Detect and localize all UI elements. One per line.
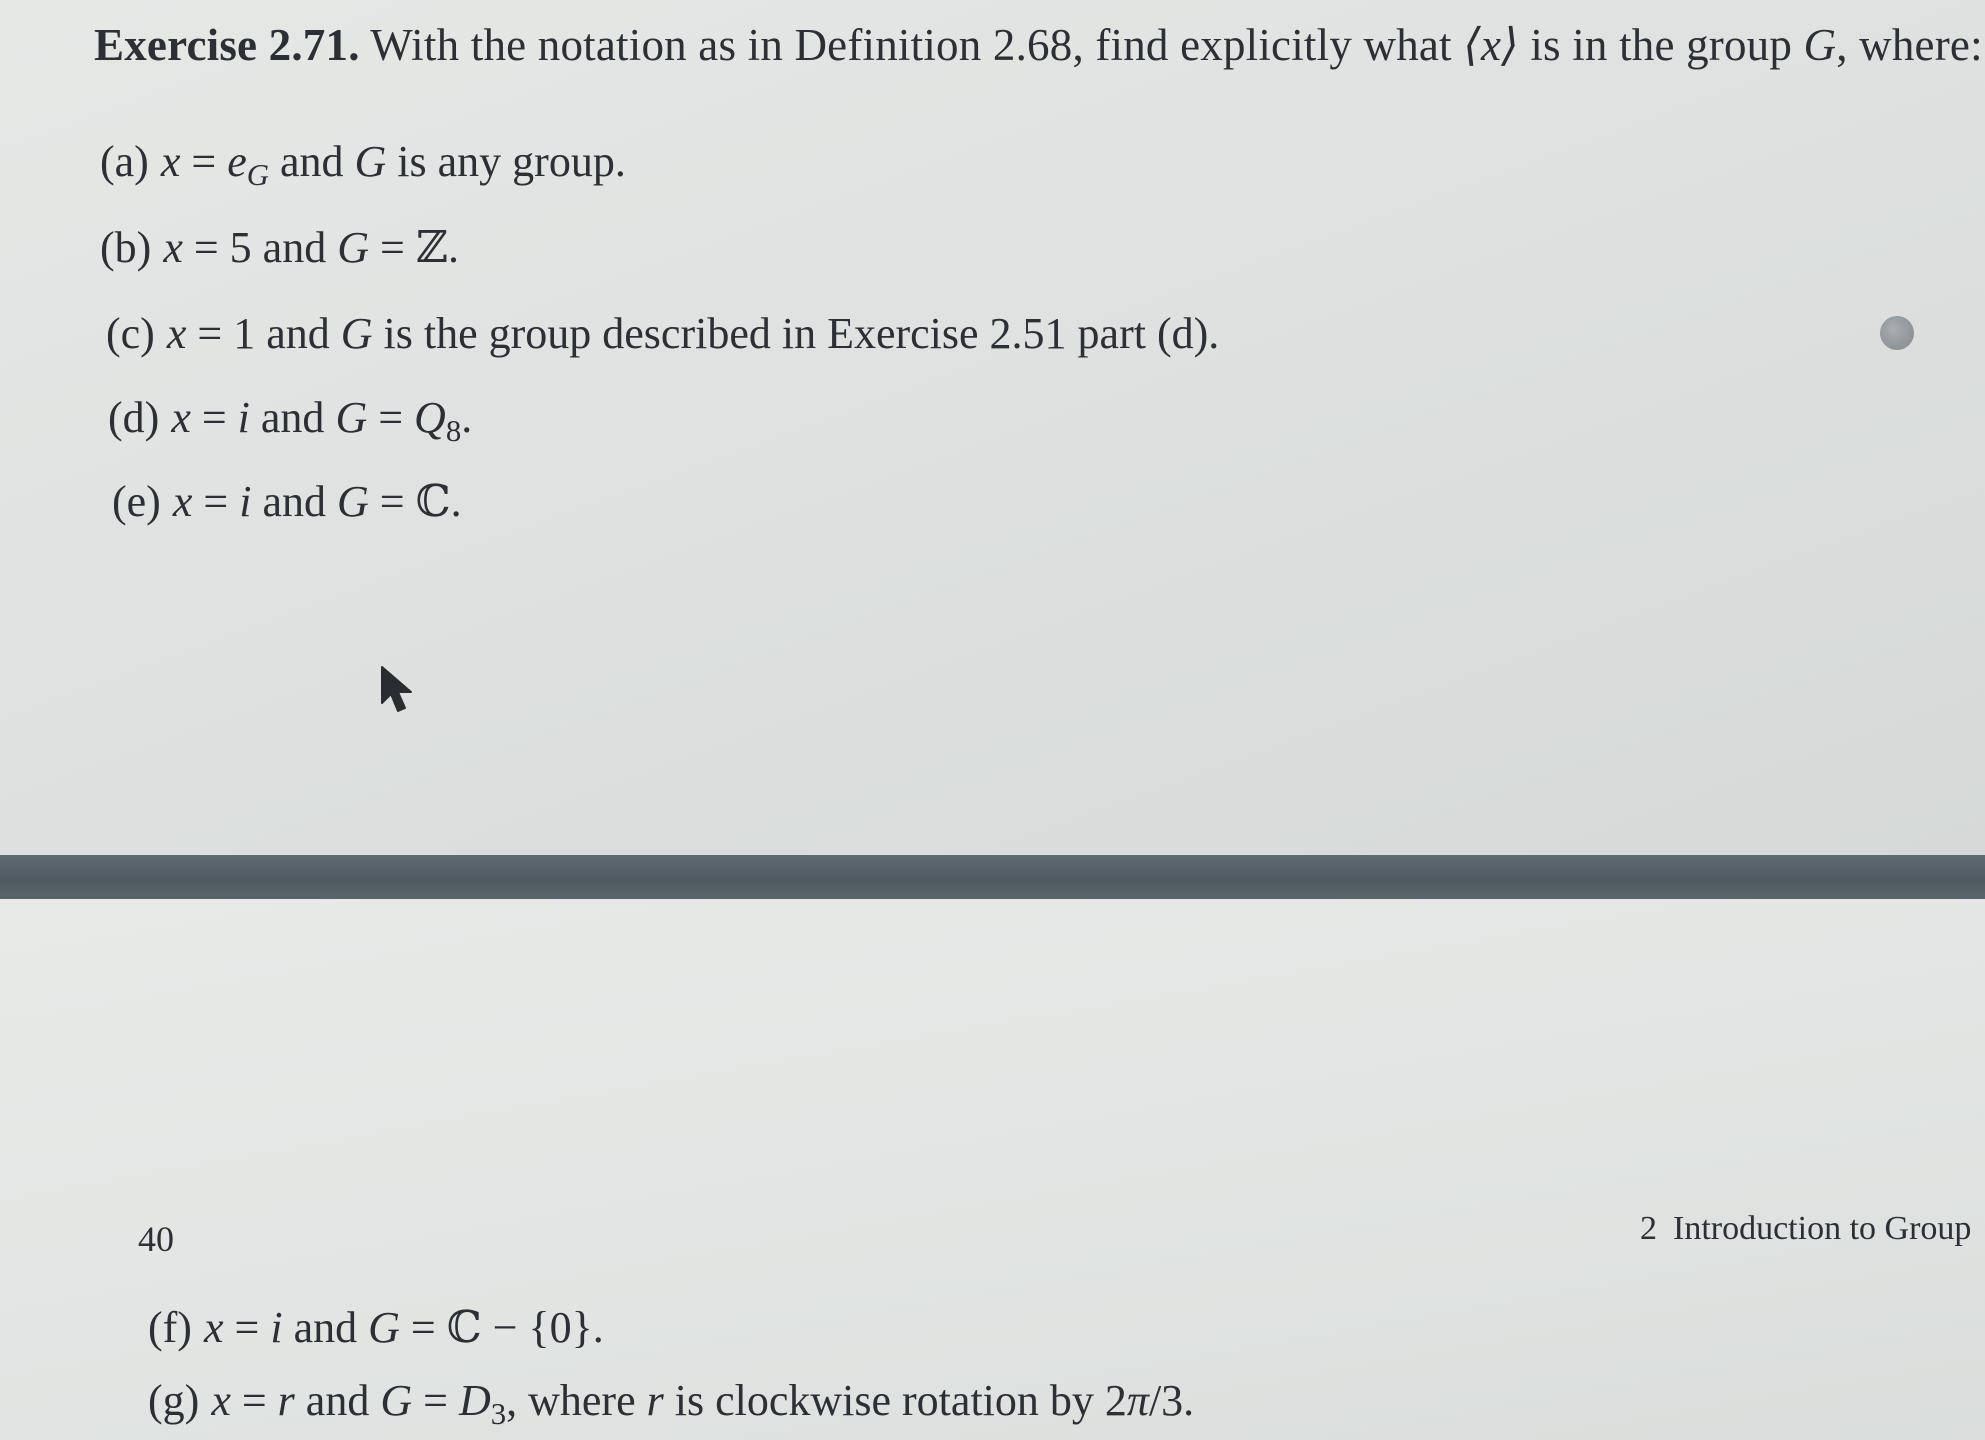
part-g-rest1: , where — [506, 1376, 647, 1425]
part-g-rest3: /3. — [1148, 1376, 1195, 1425]
dust-speck-icon — [1880, 316, 1914, 350]
part-c-eq: = 1 — [186, 309, 256, 358]
part-d-eq: = — [190, 393, 238, 442]
part-a-group: G — [354, 137, 387, 186]
part-e-value: i — [239, 477, 252, 526]
part-f-and: and — [282, 1303, 369, 1352]
part-e-eq: = — [192, 477, 240, 526]
part-g-and: and — [294, 1376, 381, 1425]
part-f-label: (f) — [148, 1303, 192, 1352]
part-g-group: G — [380, 1376, 413, 1425]
part-f-rest: − {0}. — [481, 1303, 604, 1352]
part-e-set: ℂ — [415, 476, 451, 527]
part-b-group: G — [337, 223, 369, 272]
page-number: 40 — [138, 1219, 174, 1259]
exercise-heading — [94, 18, 1983, 71]
part-c-var: x — [166, 309, 187, 358]
part-a — [100, 136, 626, 193]
part-e-and: and — [251, 477, 337, 526]
part-c-and: and — [255, 309, 341, 358]
exercise-prompt-start: With the notation as in Definition 2.68, find explicitly what — [359, 20, 1464, 70]
part-e — [112, 476, 462, 527]
part-b — [100, 222, 459, 273]
part-f-group: G — [368, 1303, 400, 1352]
part-f-set: ℂ — [446, 1302, 482, 1353]
part-b-end: . — [447, 223, 459, 272]
part-g-r: r — [646, 1376, 664, 1425]
part-b-set: ℤ — [415, 222, 448, 273]
part-d-set: Q — [414, 393, 446, 442]
part-a-value: e — [227, 137, 247, 186]
part-d-label: (d) — [108, 393, 160, 442]
part-g-var: x — [211, 1376, 231, 1425]
part-c-label: (c) — [106, 309, 155, 358]
running-head — [1640, 1210, 1971, 1248]
exercise-prompt-subgroup: ⟨x⟩ — [1463, 20, 1519, 70]
part-b-and: and — [251, 223, 338, 272]
part-f-eq2: = — [399, 1303, 447, 1352]
part-g-eq: = — [230, 1376, 278, 1425]
part-d-value: i — [237, 393, 250, 442]
exercise-prompt-group: G — [1803, 20, 1837, 70]
part-a-var: x — [160, 137, 181, 186]
part-b-var: x — [163, 223, 183, 272]
part-d-var: x — [171, 393, 191, 442]
part-c — [106, 308, 1219, 359]
part-g-eq2: = — [412, 1376, 459, 1425]
part-a-and: and — [268, 137, 355, 186]
part-e-group: G — [336, 477, 369, 526]
part-g-subscript: 3 — [490, 1397, 507, 1432]
part-f-eq: = — [223, 1303, 271, 1352]
part-f-var: x — [203, 1303, 224, 1352]
part-d-group: G — [335, 393, 368, 442]
part-c-group: G — [340, 309, 373, 358]
chapter-number: 2 — [1640, 1210, 1657, 1247]
part-g-pi: π — [1126, 1376, 1149, 1425]
mouse-pointer-icon — [380, 665, 422, 717]
part-a-subscript: G — [246, 158, 269, 193]
part-g-value: r — [277, 1376, 295, 1425]
chapter-title: Introduction to Group — [1673, 1210, 1972, 1247]
part-e-eq2: = — [368, 477, 416, 526]
part-g — [148, 1375, 1194, 1432]
part-a-label: (a) — [100, 137, 149, 186]
part-f — [148, 1302, 604, 1353]
part-c-rest: is the group described in Exercise 2.51 part (d). — [372, 309, 1220, 358]
part-e-label: (e) — [112, 477, 161, 526]
part-f-value: i — [270, 1303, 283, 1352]
page-divider-bar — [0, 855, 1985, 899]
exercise-prompt-end: , where: — [1836, 20, 1983, 70]
part-d-end: . — [461, 393, 473, 442]
part-d-subscript: 8 — [445, 414, 462, 449]
part-g-rest2: is clockwise rotation by 2 — [663, 1376, 1127, 1425]
part-g-label: (g) — [148, 1376, 200, 1425]
part-d — [108, 392, 472, 449]
part-e-var: x — [172, 477, 193, 526]
part-a-rest: is any group. — [386, 137, 626, 186]
part-b-eq: = 5 — [182, 223, 252, 272]
textbook-page-lower — [0, 899, 1985, 1440]
part-b-eq2: = — [368, 223, 416, 272]
part-g-set: D — [458, 1376, 491, 1425]
part-e-end: . — [450, 477, 462, 526]
part-b-label: (b) — [100, 223, 152, 272]
exercise-label: Exercise 2.71. — [94, 20, 360, 70]
part-d-and: and — [249, 393, 336, 442]
part-a-eq: = — [180, 137, 228, 186]
part-d-eq2: = — [367, 393, 415, 442]
exercise-prompt-mid: is in the group — [1518, 20, 1804, 70]
